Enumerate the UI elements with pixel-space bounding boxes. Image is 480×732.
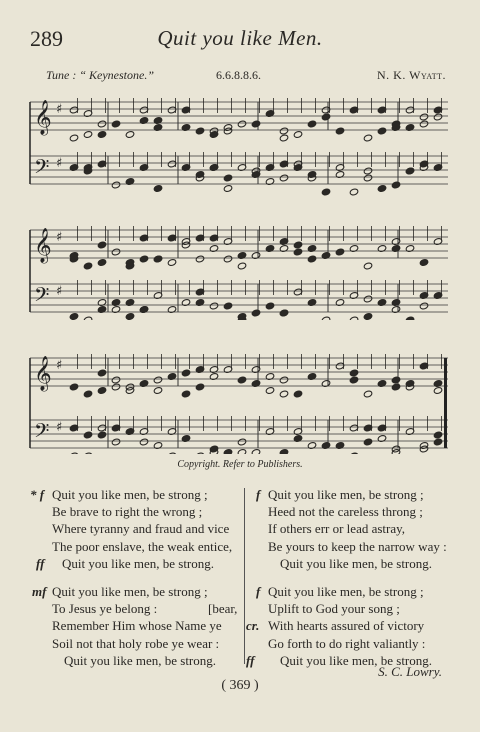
note-head xyxy=(405,167,414,175)
note-head xyxy=(167,452,176,454)
note-head xyxy=(307,120,316,128)
note-head xyxy=(153,255,162,263)
note-head xyxy=(363,295,372,303)
note-head xyxy=(321,113,330,121)
note-head xyxy=(97,120,106,128)
note-head xyxy=(97,259,106,267)
music-score-2 xyxy=(28,220,452,320)
author: S. C. Lowry. xyxy=(378,664,442,679)
note-head xyxy=(349,369,358,377)
verse-line: Be brave to right the wrong ; xyxy=(52,504,203,520)
treble-clef-icon: 𝄞 xyxy=(34,100,52,135)
note-head xyxy=(153,376,162,384)
note-head xyxy=(223,449,232,454)
note-head xyxy=(83,390,92,398)
note-head xyxy=(363,167,372,175)
verse-line: Be yours to keep the narrow way : xyxy=(268,538,447,554)
note-head xyxy=(363,313,372,320)
music-system-2 xyxy=(28,220,452,320)
note-head xyxy=(195,127,204,135)
dynamic-mark: ff xyxy=(36,555,45,571)
verse-line: Quit you like men, be strong. xyxy=(280,652,433,668)
note-head xyxy=(97,431,106,439)
key-signature-icon: ♯ xyxy=(56,358,63,373)
dynamic-mark: f xyxy=(256,487,261,502)
verse-line: Remember Him whose Name ye xyxy=(52,618,222,634)
verse-line: Heed not the careless throng ; xyxy=(268,504,423,520)
note-head xyxy=(391,376,400,384)
verse-line: Quit you like men, be strong. xyxy=(62,555,215,571)
key-signature-icon: ♯ xyxy=(56,230,63,245)
music-score-1 xyxy=(28,86,452,196)
meter: 6.6.8.8.6. xyxy=(216,68,261,82)
note-head xyxy=(405,316,414,320)
note-head xyxy=(237,376,246,384)
note-head xyxy=(349,452,358,454)
note-head xyxy=(279,174,288,182)
verse-3 xyxy=(32,583,238,669)
note-head xyxy=(69,134,78,142)
treble-clef-icon: 𝄞 xyxy=(34,356,52,391)
note-head xyxy=(321,316,330,320)
note-head xyxy=(293,241,302,249)
note-head xyxy=(237,449,246,454)
note-head xyxy=(391,383,400,391)
note-head xyxy=(97,369,106,377)
verse-line: Uplift to God your song ; xyxy=(268,601,400,617)
note-head xyxy=(335,127,344,135)
note-head xyxy=(279,390,288,398)
treble-clef-icon: 𝄞 xyxy=(34,228,52,263)
dynamic-mark: cr. xyxy=(246,618,260,634)
note-head xyxy=(363,390,372,398)
note-head xyxy=(195,255,204,263)
note-head xyxy=(167,259,176,267)
note-head xyxy=(83,431,92,439)
key-signature-icon: ♯ xyxy=(56,102,63,117)
music-system-1 xyxy=(28,86,452,196)
note-head xyxy=(223,127,232,135)
note-head xyxy=(391,181,400,189)
bass-clef-icon: 𝄢 xyxy=(34,283,50,311)
note-head xyxy=(293,131,302,139)
note-head xyxy=(433,387,442,395)
note-head xyxy=(223,174,232,182)
note-head xyxy=(265,302,274,310)
key-signature-icon: ♯ xyxy=(56,156,63,171)
note-head xyxy=(419,113,428,121)
note-head xyxy=(111,120,120,128)
note-head xyxy=(251,120,260,128)
final-bar-line xyxy=(444,358,447,448)
note-head xyxy=(293,390,302,398)
bass-clef-icon: 𝄢 xyxy=(34,155,50,183)
note-head xyxy=(97,131,106,139)
verse-line: Quit you like men, be strong. xyxy=(64,652,217,668)
note-head xyxy=(125,131,134,139)
composer: N. K. Wyatt. xyxy=(377,68,446,82)
note-head xyxy=(377,127,386,135)
note-head xyxy=(125,387,134,395)
bass-clef-icon: 𝄢 xyxy=(34,419,50,447)
verse-turnover: [bear, xyxy=(208,601,238,617)
note-head xyxy=(223,185,232,193)
verse-line: The poor enslave, the weak entice, xyxy=(52,538,233,554)
note-head xyxy=(83,452,92,454)
tune-name: Tune : “ Keynestone.” xyxy=(46,68,154,82)
note-head xyxy=(83,316,92,320)
note-head xyxy=(237,438,246,446)
note-head xyxy=(279,127,288,135)
note-head xyxy=(153,387,162,395)
verse-1 xyxy=(30,486,233,572)
verse-line: Quit you like men, be strong ; xyxy=(268,584,424,599)
note-head xyxy=(237,262,246,270)
note-head xyxy=(349,188,358,196)
verse-line: Quit you like men, be strong ; xyxy=(268,487,424,502)
note-head xyxy=(307,255,316,263)
verse-line: If others err or lead astray, xyxy=(268,521,406,537)
note-head xyxy=(265,387,274,395)
note-head xyxy=(321,188,330,196)
note-head xyxy=(125,313,134,320)
note-head xyxy=(419,445,428,453)
note-head xyxy=(279,376,288,384)
key-signature-icon: ♯ xyxy=(56,284,63,299)
note-head xyxy=(377,185,386,193)
dynamic-mark: ff xyxy=(246,652,255,668)
note-head xyxy=(181,390,190,398)
note-head xyxy=(153,185,162,193)
note-head xyxy=(363,134,372,142)
note-head xyxy=(139,438,148,446)
note-head xyxy=(279,449,288,454)
verse-divider xyxy=(244,488,245,664)
note-head xyxy=(293,248,302,256)
music-system-3 xyxy=(28,344,452,454)
verse-line: Soil not that holy robe ye wear : xyxy=(52,635,220,651)
note-head xyxy=(349,376,358,384)
page-number: ( 369 ) xyxy=(221,678,259,693)
note-head xyxy=(69,452,78,454)
note-head xyxy=(111,181,120,189)
note-head xyxy=(363,262,372,270)
note-head xyxy=(111,376,120,384)
verse-line: Go forth to do right valiantly : xyxy=(268,635,426,651)
verse-2 xyxy=(256,486,447,572)
note-head xyxy=(83,262,92,270)
note-head xyxy=(223,302,232,310)
note-head xyxy=(237,120,246,128)
note-head xyxy=(419,120,428,128)
note-head xyxy=(209,302,218,310)
verse-line: To Jesus ye belong : xyxy=(52,601,158,617)
note-head xyxy=(433,431,442,439)
note-head xyxy=(209,445,218,453)
note-head xyxy=(83,131,92,139)
note-head xyxy=(209,131,218,139)
note-head xyxy=(97,241,106,249)
note-head xyxy=(349,316,358,320)
verse-line: Quit you like men, be strong ; xyxy=(52,584,208,599)
note-head xyxy=(111,248,120,256)
note-head xyxy=(139,255,148,263)
note-head xyxy=(111,438,120,446)
note-head xyxy=(223,255,232,263)
note-head xyxy=(181,369,190,377)
note-head xyxy=(181,241,190,249)
note-head xyxy=(251,449,260,454)
verse-line: With hearts assured of victory xyxy=(268,618,425,634)
music-score-3 xyxy=(28,344,452,454)
note-head xyxy=(69,313,78,320)
note-head xyxy=(279,134,288,142)
note-head xyxy=(363,174,372,182)
note-head xyxy=(195,452,204,454)
note-head xyxy=(433,113,442,121)
dynamic-mark: mf xyxy=(32,584,47,599)
note-head xyxy=(433,438,442,446)
note-head xyxy=(251,309,260,317)
verse-line: Quit you like men, be strong. xyxy=(280,555,433,571)
copyright-note: Copyright. Refer to Publishers. xyxy=(177,459,303,470)
note-head xyxy=(195,383,204,391)
note-head xyxy=(69,383,78,391)
hymn-title: Quit you like Men. xyxy=(157,26,323,50)
verse-line: Where tyranny and fraud and vice xyxy=(52,521,230,537)
dynamic-mark: * f xyxy=(30,487,45,502)
note-head xyxy=(97,387,106,395)
verse-4 xyxy=(246,583,433,669)
note-head xyxy=(279,309,288,317)
note-head xyxy=(335,248,344,256)
verse-line: Quit you like men, be strong ; xyxy=(52,487,208,502)
note-head xyxy=(391,445,400,453)
note-head xyxy=(111,383,120,391)
note-head xyxy=(363,438,372,446)
hymn-number: 289 xyxy=(30,26,63,51)
key-signature-icon: ♯ xyxy=(56,420,63,435)
dynamic-mark: f xyxy=(256,584,261,599)
note-head xyxy=(419,259,428,267)
note-head xyxy=(419,302,428,310)
